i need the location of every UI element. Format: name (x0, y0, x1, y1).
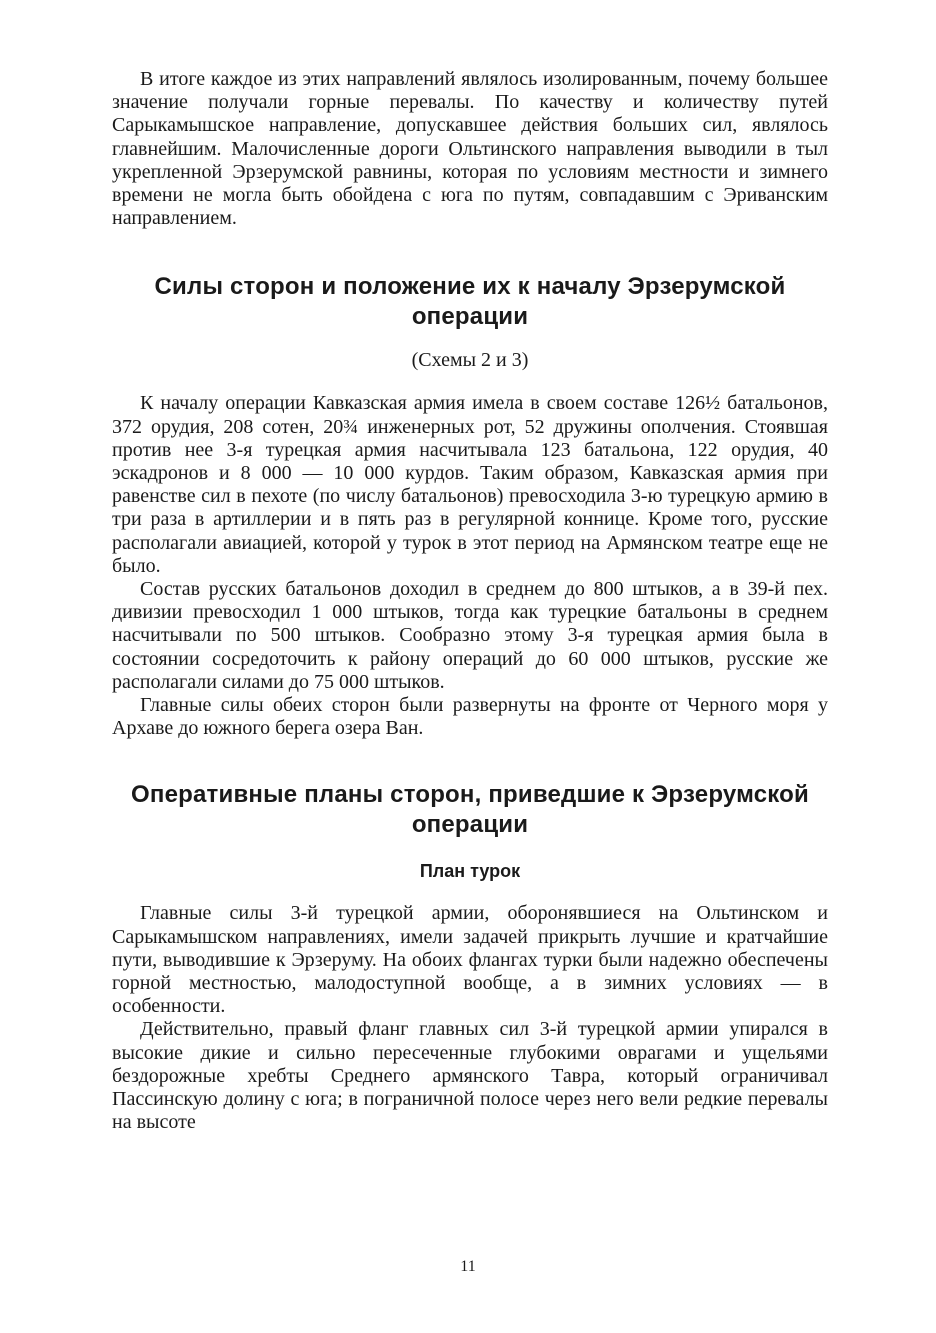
page-content (112, 68, 828, 1135)
intro-paragraph: В итоге каждое из этих направлений являлось изолированным, почему большее значение получали горные перевалы. По качеству и количеству путей Сарыкамышское направление, допускавшее действия больших сил, являлось главнейшим. Малочисленные дороги Ольтинского направления выводили в тыл укрепленной Эрзерумской равнины, которая по условиям местности и зимнего времени не могла быть обойдена с юга по путям, совпадавшим с Эриванским направлением. (112, 68, 828, 230)
forces-paragraph-3: Главные силы обеих сторон были развернуты на фронте от Черного моря у Архаве до южного берега озера Ван. (112, 694, 828, 740)
section-title-forces: Силы сторон и положение их к началу Эрзерумской операции (154, 273, 786, 331)
plans-paragraph-1: Главные силы 3-й турецкой армии, оборонявшиеся на Ольтинском и Сарыкамышском направлениях, имели задачей прикрыть лучшие и кратчайшие пути, выводившие к Эрзеруму. На обоих флангах турки были надежно обеспечены горной местностью, малодоступной вообще, а в зимних условиях — в особенности. (112, 902, 828, 1018)
forces-paragraph-1: К началу операции Кавказская армия имела в своем составе 126½ батальонов, 372 орудия, 208 сотен, 20¾ инженерных рот, 52 дружины ополчения. Стоявшая против нее 3-я турецкая армия насчитывала 123 батальона, 122 орудия, 40 эскадронов и 8 000 — 10 000 курдов. Таким образом, Кавказская армия при равенстве сил в пехоте (по числу батальонов) превосходила 3-ю турецкую армию в три раза в артиллерии и в пять раз в регулярной коннице. Кроме того, русские располагали авиацией, которой у турок в этот период на Армянском театре еще не было. (112, 392, 828, 577)
page-number: 11 (460, 1258, 476, 1275)
schemes-reference: (Схемы 2 и 3) (411, 349, 529, 372)
section-title-plans: Оперативные планы сторон, приведшие к Эрзерумской операции (131, 781, 809, 839)
forces-paragraph-2: Состав русских батальонов доходил в среднем до 800 штыков, а в 39-й пех. дивизии превосходил 1 000 штыков, тогда как турецкие батальоны в среднем насчитывали по 500 штыков. Сообразно этому 3-я турецкая армия была в состоянии сосредоточить к району операций до 60 000 штыков, русские же располагали силами до 75 000 штыков. (112, 578, 828, 693)
subsection-title-turkish-plan: План турок (419, 861, 521, 882)
plans-paragraph-2: Действительно, правый фланг главных сил 3-й турецкой армии упирался в высокие дикие и сильно пересеченные глубокими оврагами и ущельями бездорожные хребты Среднего армянского Тавра, который ограничивал Пассинскую долину с юга; в пограничной полосе через него вели редкие перевалы на высоте (112, 1018, 828, 1134)
